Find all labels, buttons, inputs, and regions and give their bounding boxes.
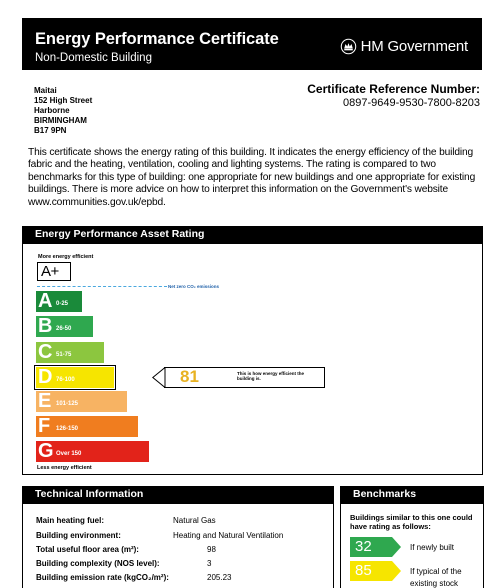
benchmark-existing-stock xyxy=(350,561,480,588)
brand-text: HM Government xyxy=(360,38,468,55)
benchmark-label: If newly built xyxy=(410,543,455,552)
band-range: 26-50 xyxy=(56,326,72,332)
address-line: Maitai xyxy=(34,86,57,95)
band-c xyxy=(36,342,104,363)
band-range: 0-25 xyxy=(56,301,69,307)
band-d xyxy=(36,367,114,388)
certificate-reference-number: 0897-9649-9530-7800-8203 xyxy=(342,97,480,109)
address-line: B17 9PN xyxy=(34,126,67,135)
a-plus-band: A+ xyxy=(37,262,71,281)
address-line: BIRMINGHAM xyxy=(34,116,87,125)
band-range: 51-75 xyxy=(56,352,72,358)
band-e xyxy=(36,391,127,412)
page-subtitle: Non-Domestic Building xyxy=(35,52,152,64)
tech-label: Building emission rate (kgCO₂/m²): xyxy=(36,573,169,582)
current-rating-pointer xyxy=(152,367,325,388)
band-letter: A xyxy=(38,290,53,312)
band-letter: D xyxy=(38,366,53,388)
tech-label: Main heating fuel: xyxy=(36,516,104,525)
crown-crest-icon xyxy=(340,38,357,55)
tech-label: Building environment: xyxy=(36,531,121,540)
band-letter: G xyxy=(38,440,54,462)
property-address xyxy=(34,86,92,136)
benchmark-value: 32 xyxy=(355,538,372,555)
address-line: 152 High Street xyxy=(34,96,93,105)
more-efficient-label: More energy efficient xyxy=(38,254,94,260)
technical-section-title: Technical Information xyxy=(22,486,334,503)
certificate-reference-label: Certificate Reference Number: xyxy=(307,82,480,96)
tech-value: 98 xyxy=(207,545,216,554)
band-letter: B xyxy=(38,315,53,337)
address-line: Harborne xyxy=(34,106,70,115)
pointer-note: This is how energy efficient the building is. xyxy=(237,371,305,381)
band-range: Over 150 xyxy=(56,451,82,457)
band-range: 101-125 xyxy=(56,401,79,407)
certificate-header xyxy=(22,18,482,70)
tech-value: Heating and Natural Ventilation xyxy=(173,531,284,540)
band-letter: F xyxy=(38,415,51,437)
tech-label: Building complexity (NOS level): xyxy=(36,559,160,568)
band-letter: C xyxy=(38,341,53,363)
tech-label: Total useful floor area (m²): xyxy=(36,545,139,554)
tech-value: Natural Gas xyxy=(173,516,216,525)
benchmark-value: 85 xyxy=(355,562,372,579)
band-b xyxy=(36,316,93,337)
page-title: Energy Performance Certificate xyxy=(35,30,279,48)
certificate-reference xyxy=(307,82,480,109)
band-range: 76-100 xyxy=(56,377,75,383)
band-a xyxy=(36,291,82,312)
benchmarks-section-title: Benchmarks xyxy=(340,486,484,503)
band-f xyxy=(36,416,138,437)
band-letter: E xyxy=(38,390,52,412)
current-rating-value: 81 xyxy=(180,367,199,386)
net-zero-line xyxy=(37,286,167,287)
benchmarks-intro: Buildings similar to this one could have rating as follows: xyxy=(350,513,473,531)
benchmark-label: If typical of the existing stock xyxy=(410,567,462,588)
rating-section-title: Energy Performance Asset Rating xyxy=(22,226,483,243)
less-efficient-label: Less energy efficient xyxy=(37,465,92,471)
benchmark-new-build xyxy=(350,537,480,557)
tech-value: 3 xyxy=(207,559,212,568)
tech-value: 205.23 xyxy=(207,573,232,582)
intro-paragraph: This certificate shows the energy rating of this building. It indicates the energy efficiency of the building fabric and the heating, ventilation, cooling and lighting systems. The rating is compared to two benchmarks for this type of building: one appropriate for new buildings and one appropriate for existing buildings. There is more advice on how to interpret this information on the Government's website www.communities.gov.uk/epbd. xyxy=(28,147,476,208)
band-g xyxy=(36,441,149,462)
band-range: 126-150 xyxy=(56,426,79,432)
hm-government-logo xyxy=(340,38,468,55)
net-zero-label: Net zero CO₂ emissions xyxy=(168,284,220,289)
